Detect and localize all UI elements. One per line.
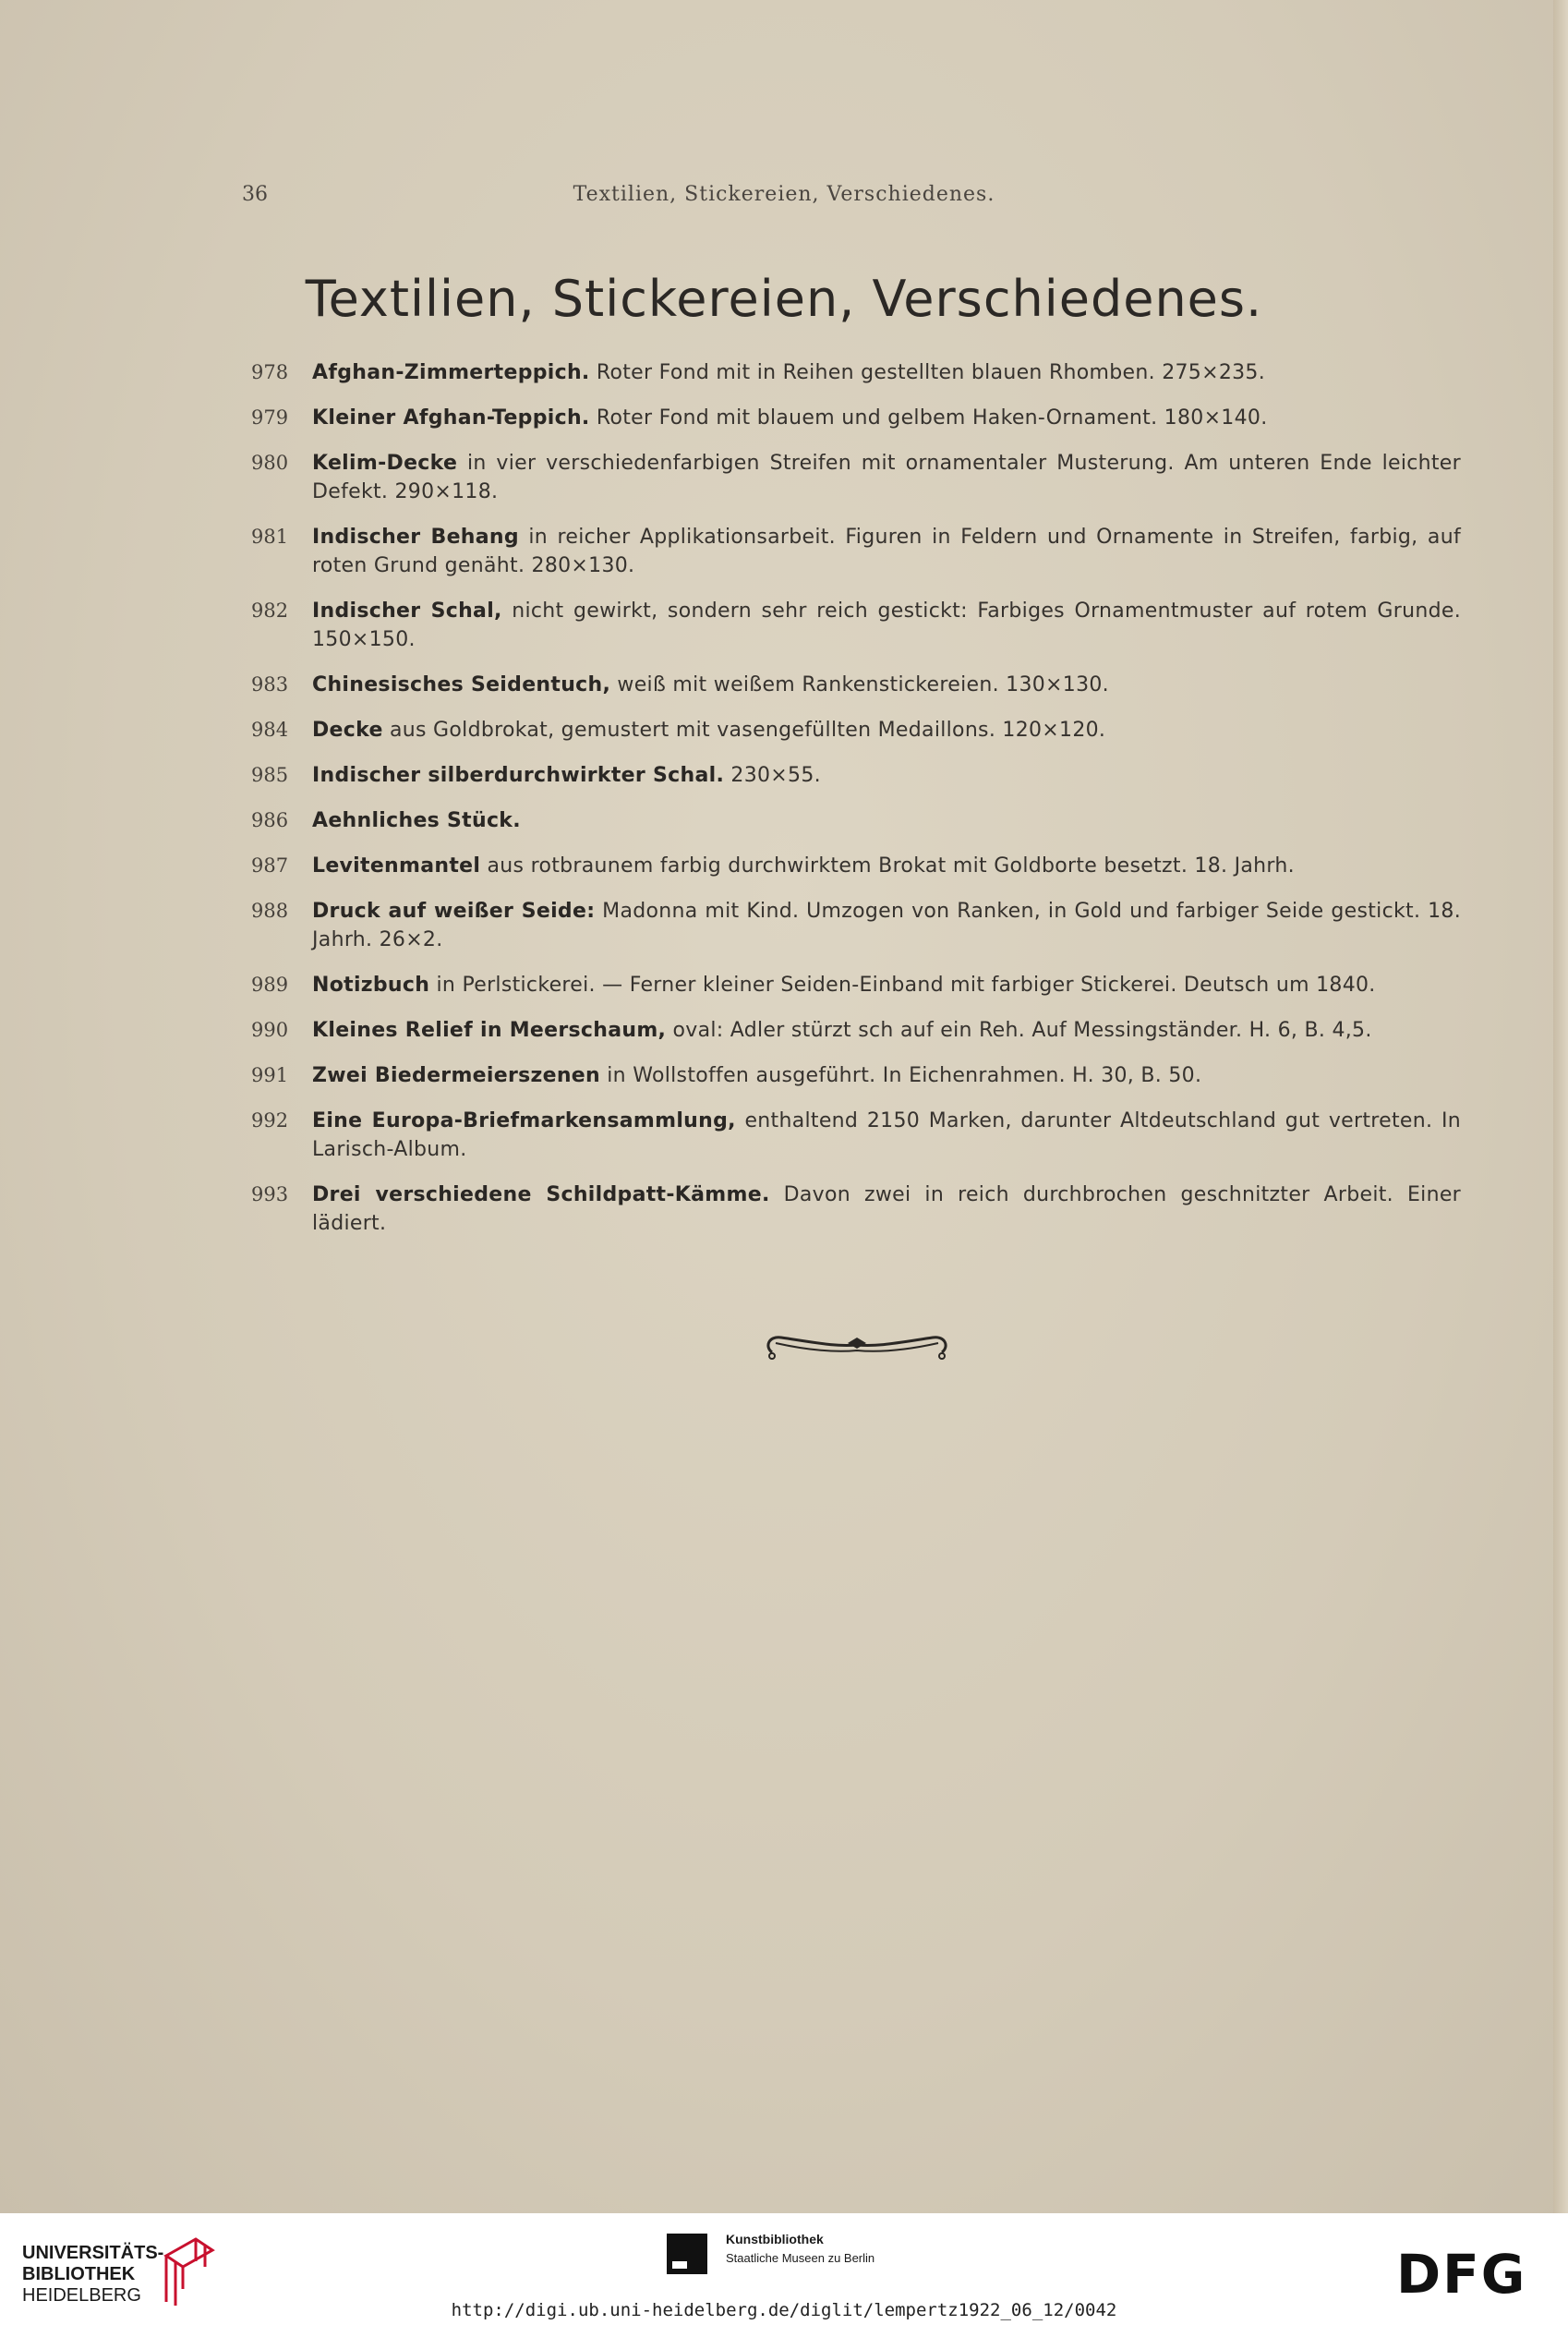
entry-name: Afghan-Zimmerteppich. bbox=[312, 361, 590, 384]
entry-number: 992 bbox=[251, 1109, 289, 1132]
catalog-entry bbox=[251, 1181, 1461, 1238]
ub-line1: UNIVERSITÄTS- bbox=[22, 2243, 164, 2263]
catalog-entry bbox=[251, 971, 1461, 999]
kunstbibliothek-logo[interactable] bbox=[667, 2228, 962, 2283]
kb-line1: Kunstbibliothek bbox=[726, 2232, 824, 2246]
page-number: 36 bbox=[242, 183, 268, 206]
entry-number: 983 bbox=[251, 673, 289, 696]
entry-description: in vier verschiedenfarbigen Streifen mit ornamentaler Musterung. Am unteren Ende leichter Defekt. 290×118. bbox=[312, 452, 1461, 503]
entry-text bbox=[312, 404, 1461, 432]
entry-text bbox=[312, 971, 1461, 999]
ub-line2: BIBLIOTHEK bbox=[22, 2264, 136, 2284]
catalog-entry bbox=[251, 716, 1461, 745]
dfg-logo[interactable] bbox=[1396, 2246, 1550, 2298]
entry-text bbox=[312, 671, 1461, 699]
catalog-entry bbox=[251, 852, 1461, 880]
entry-number: 991 bbox=[251, 1064, 289, 1086]
entry-name: Kleines Relief in Meerschaum, bbox=[312, 1019, 667, 1042]
catalog-entry bbox=[251, 404, 1461, 432]
entry-name: Indischer Schal, bbox=[312, 599, 502, 623]
entry-description: weiß mit weißem Rankenstickereien. 130×130. bbox=[610, 673, 1109, 696]
entry-description: Roter Fond mit blauem und gelbem Haken-Ornament. 180×140. bbox=[589, 406, 1268, 430]
entry-number: 989 bbox=[251, 974, 289, 996]
catalog-entry bbox=[251, 806, 1461, 835]
entry-name: Kelim-Decke bbox=[312, 452, 458, 475]
page-edge-shadow bbox=[1553, 0, 1568, 2213]
entry-text bbox=[312, 716, 1461, 745]
entry-name: Levitenmantel bbox=[312, 854, 481, 878]
entry-text bbox=[312, 1107, 1461, 1164]
kunstbibliothek-mark-icon bbox=[667, 2234, 707, 2274]
entry-description: enthaltend 2150 Marken, darunter Altdeutschland gut vertreten. In Larisch-Album. bbox=[312, 1109, 1461, 1161]
entry-number: 978 bbox=[251, 361, 289, 383]
entry-number: 984 bbox=[251, 719, 289, 741]
entry-number: 979 bbox=[251, 406, 289, 429]
page-header bbox=[0, 183, 1568, 214]
entry-text bbox=[312, 523, 1461, 580]
entry-number: 980 bbox=[251, 452, 289, 474]
entry-description: Madonna mit Kind. Umzogen von Ranken, in Gold und farbiger Seide gestickt. 18. Jahrh. 26×2. bbox=[312, 900, 1461, 951]
entry-description: nicht gewirkt, sondern sehr reich gestickt: Farbiges Ornamentmuster auf rotem Grunde. 150×150. bbox=[312, 599, 1461, 651]
kb-line2: Staatliche Museen zu Berlin bbox=[726, 2251, 875, 2265]
entry-number: 985 bbox=[251, 764, 289, 786]
entry-name: Drei verschiedene Schildpatt-Kämme. bbox=[312, 1183, 770, 1206]
entry-name: Indischer Behang bbox=[312, 526, 519, 549]
entry-name: Aehnliches Stück. bbox=[312, 809, 521, 832]
ub-heidelberg-logo[interactable] bbox=[22, 2234, 244, 2307]
catalog-entry bbox=[251, 1061, 1461, 1090]
entry-text bbox=[312, 358, 1461, 387]
catalog-entries bbox=[251, 358, 1461, 1254]
entry-description: aus rotbraunem farbig durchwirktem Brokat mit Goldborte besetzt. 18. Jahrh. bbox=[480, 854, 1295, 878]
entry-number: 982 bbox=[251, 599, 289, 622]
ub-line3: HEIDELBERG bbox=[22, 2285, 141, 2306]
kunstbibliothek-text bbox=[726, 2230, 874, 2268]
entry-name: Indischer silberdurchwirkter Schal. bbox=[312, 764, 725, 787]
entry-number: 981 bbox=[251, 526, 289, 548]
catalog-entry bbox=[251, 597, 1461, 654]
entry-number: 990 bbox=[251, 1019, 289, 1041]
entry-number: 986 bbox=[251, 809, 289, 831]
entry-description: Davon zwei in reich durchbrochen geschnitzter Arbeit. Einer lädiert. bbox=[312, 1183, 1462, 1235]
entry-text bbox=[312, 1016, 1461, 1045]
catalog-entry bbox=[251, 1016, 1461, 1045]
catalog-entry bbox=[251, 897, 1461, 954]
catalog-entry bbox=[251, 761, 1461, 790]
entry-text bbox=[312, 852, 1461, 880]
entry-text bbox=[312, 1181, 1461, 1238]
ub-logo-text bbox=[22, 2243, 163, 2307]
decorative-ornament-icon bbox=[763, 1330, 951, 1367]
entry-name: Notizbuch bbox=[312, 974, 430, 997]
page-title: Textilien, Stickereien, Verschiedenes. bbox=[305, 270, 1263, 328]
digitization-footer bbox=[0, 2213, 1568, 2325]
entry-name: Decke bbox=[312, 719, 383, 742]
entry-description: oval: Adler stürzt sch auf ein Reh. Auf Messingständer. H. 6, B. 4,5. bbox=[666, 1019, 1372, 1042]
catalog-entry bbox=[251, 358, 1461, 387]
entry-number: 987 bbox=[251, 854, 289, 877]
entry-name: Eine Europa-Briefmarkensammlung, bbox=[312, 1109, 736, 1132]
entry-name: Druck auf weißer Seide: bbox=[312, 900, 596, 923]
dfg-logo-text: DFG bbox=[1396, 2246, 1527, 2298]
catalog-entry bbox=[251, 523, 1461, 580]
catalog-entry bbox=[251, 449, 1461, 506]
entry-number: 993 bbox=[251, 1183, 289, 1205]
running-head: Textilien, Stickereien, Verschiedenes. bbox=[573, 183, 995, 206]
entry-text bbox=[312, 897, 1461, 954]
entry-text bbox=[312, 597, 1461, 654]
catalog-entry bbox=[251, 671, 1461, 699]
entry-description: in Perlstickerei. — Ferner kleiner Seiden-Einband mit farbiger Stickerei. Deutsch um 1840. bbox=[429, 974, 1376, 997]
entry-name: Chinesisches Seidentuch, bbox=[312, 673, 611, 696]
entry-description: Roter Fond mit in Reihen gestellten blauen Rhomben. 275×235. bbox=[589, 361, 1266, 384]
source-url[interactable]: http://digi.ub.uni-heidelberg.de/diglit/lempertz1922_06_12/0042 bbox=[451, 2300, 1117, 2320]
entry-description: in reicher Applikationsarbeit. Figuren in Feldern und Ornamente in Streifen, farbig, auf roten Grund genäht. 280×130. bbox=[312, 526, 1461, 577]
entry-text bbox=[312, 761, 1461, 790]
entry-description: aus Goldbrokat, gemustert mit vasengefüllten Medaillons. 120×120. bbox=[382, 719, 1106, 742]
entry-text bbox=[312, 1061, 1461, 1090]
entry-number: 988 bbox=[251, 900, 289, 922]
ub-mark-icon bbox=[159, 2234, 220, 2307]
entry-name: Kleiner Afghan-Teppich. bbox=[312, 406, 590, 430]
entry-text bbox=[312, 449, 1461, 506]
catalog-entry bbox=[251, 1107, 1461, 1164]
entry-description: in Wollstoffen ausgeführt. In Eichenrahmen. H. 30, B. 50. bbox=[599, 1064, 1202, 1087]
entry-description: 230×55. bbox=[724, 764, 821, 787]
entry-text bbox=[312, 806, 1461, 835]
entry-name: Zwei Biedermeierszenen bbox=[312, 1064, 600, 1087]
